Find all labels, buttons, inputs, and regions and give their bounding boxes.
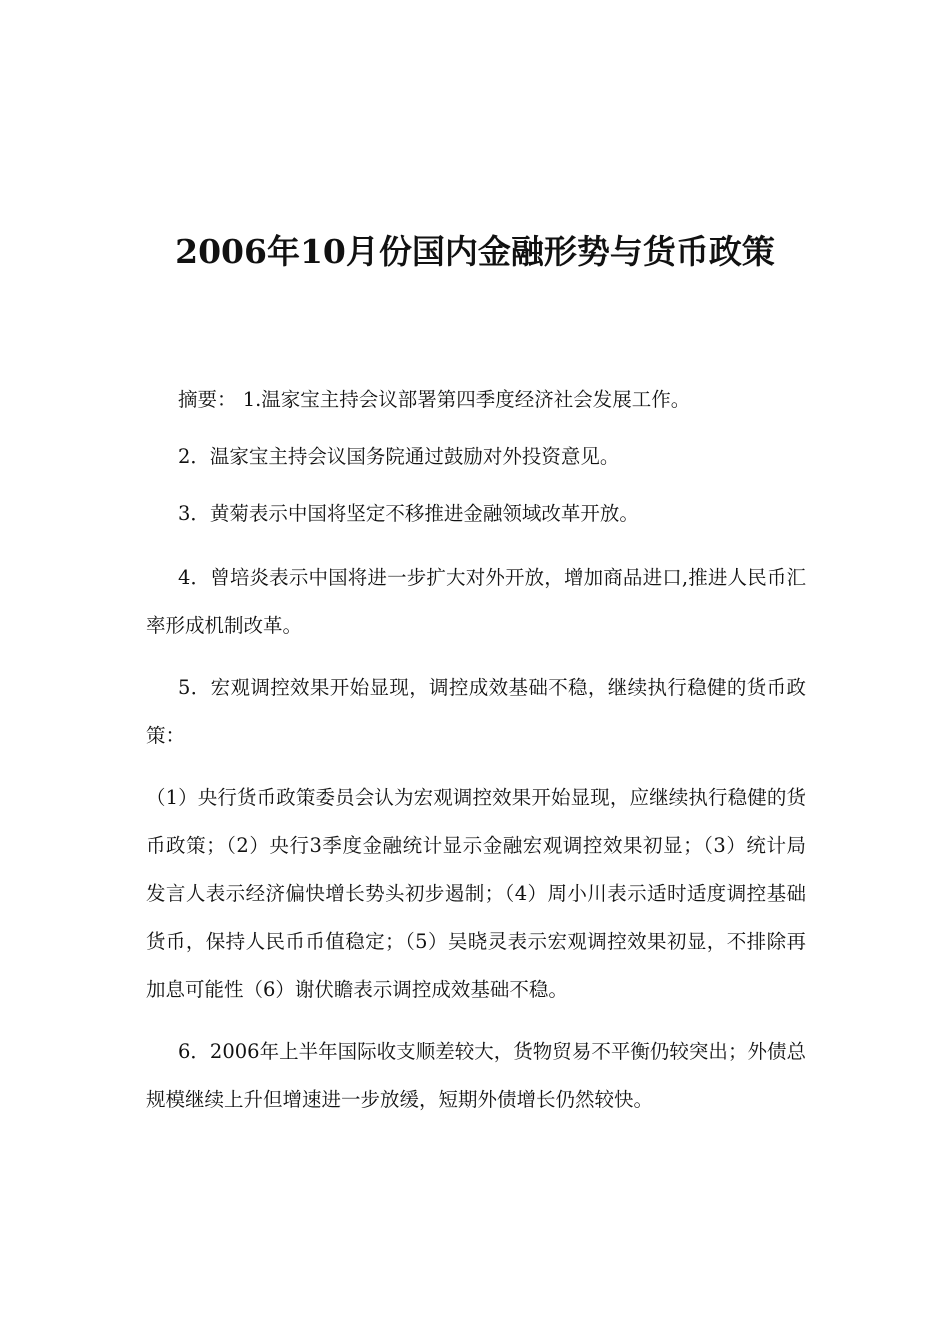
summary-item-2: 2．温家宝主持会议国务院通过鼓励对外投资意见。 <box>178 445 620 468</box>
document-title: 2006年10月份国内金融形势与货币政策 <box>175 232 775 271</box>
summary-item-3: 3．黄菊表示中国将坚定不移推进金融领域改革开放。 <box>178 502 639 525</box>
summary-item-1: 摘要： 1.温家宝主持会议部署第四季度经济社会发展工作。 <box>178 388 691 411</box>
summary-item-5-details: （1）央行货币政策委员会认为宏观调控效果开始显现，应继续执行稳健的货币政策；（2）央行3季度金融统计显示金融宏观调控效果初显；（3）统计局发言人表示经济偏快增长势头初步遏制；（4）周小川表示适时适度调控基础货币，保持人民币币值稳定；（5）吴晓灵表示宏观调控效果初显，不排除再加息可能性（6）谢伏瞻表示调控成效基础不稳。 <box>146 786 806 1001</box>
document-body <box>146 383 806 1124</box>
summary-item-5: 5．宏观调控效果开始显现，调控成效基础不稳，继续执行稳健的货币政策： <box>146 676 806 747</box>
summary-item-6: 6．2006年上半年国际收支顺差较大，货物贸易不平衡仍较突出；外债总规模继续上升但增速进一步放缓，短期外债增长仍然较快。 <box>146 1040 806 1111</box>
summary-item-4: 4．曾培炎表示中国将进一步扩大对外开放，增加商品进口,推进人民币汇率形成机制改革。 <box>146 566 806 637</box>
